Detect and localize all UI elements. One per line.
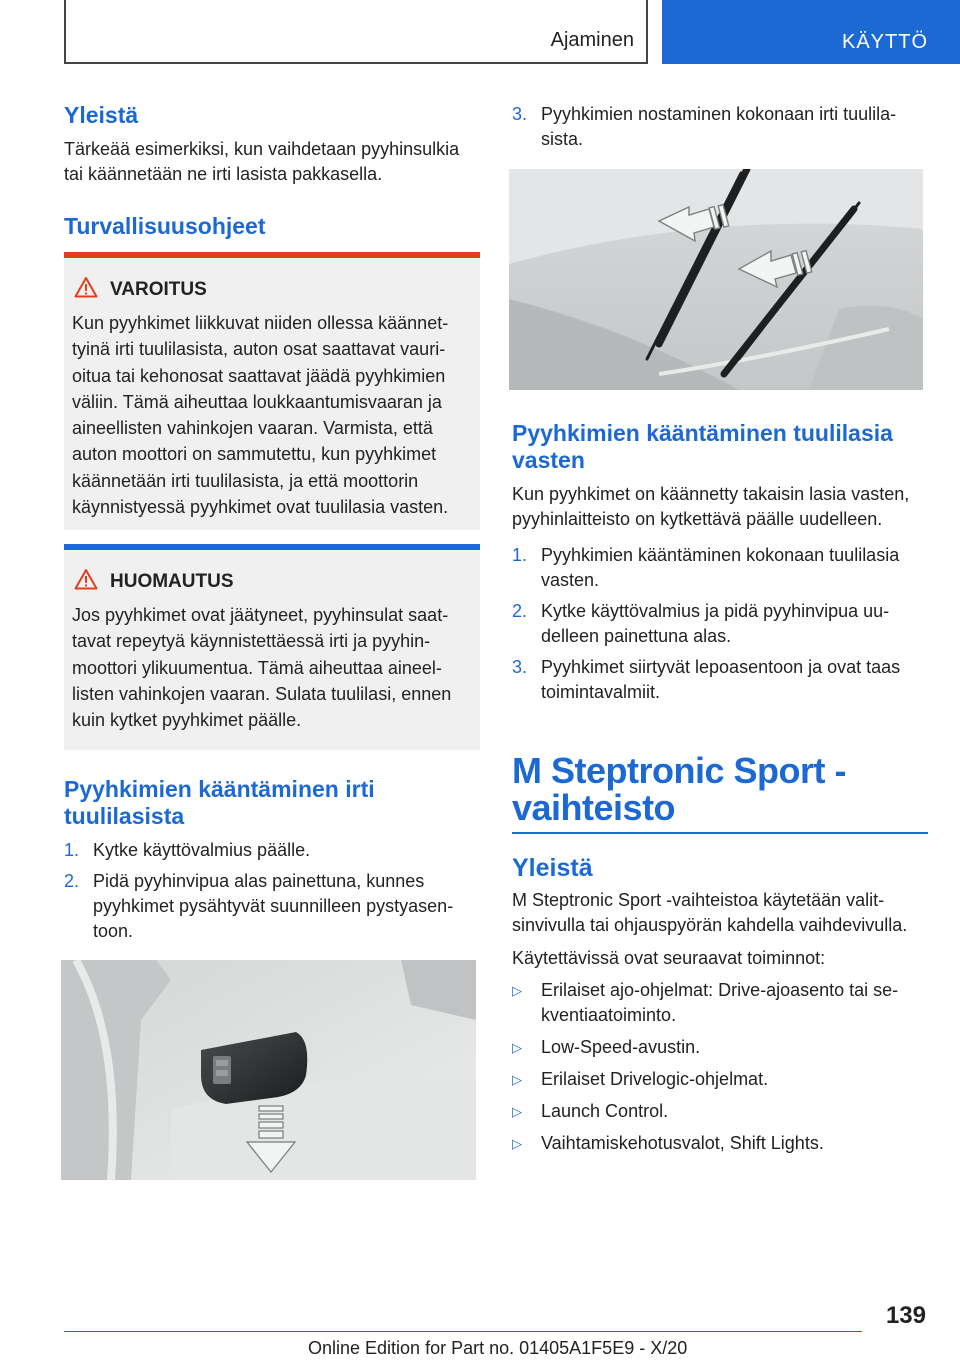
heading-general-2: Yleistä: [512, 854, 593, 882]
list-item: [512, 1099, 932, 1124]
step-number: 3.: [512, 104, 528, 124]
warning-bar: [64, 252, 480, 258]
fold-back-line: Kun pyyhkimet on käännetty takaisin lasia vasten,: [512, 484, 910, 504]
step-text: pyyhkimet pysähtyvät suunnilleen pystyasen-: [93, 896, 454, 916]
transmission-section: [512, 855, 932, 1156]
chapter-title-line: M Steptronic Sport -: [512, 750, 846, 791]
warning-line: väliin. Tämä aiheuttaa loukkaantumisvaaran ja: [72, 391, 442, 412]
header-section-title: Ajaminen: [550, 29, 634, 51]
notice-line: kuin kytket pyyhkimet päälle.: [72, 710, 302, 731]
warning-box: [64, 252, 480, 530]
list-item-text: Erilaiset Drivelogic-ohjelmat.: [541, 1069, 769, 1089]
list-item-text: Low-Speed-avustin.: [541, 1037, 701, 1057]
footer-edition: Online Edition for Part no. 01405A1F5E9 - X/20: [308, 1338, 688, 1358]
header-section-box: [64, 0, 648, 64]
general-line-2: tai käännetään ne irti lasista pakkasella.: [64, 164, 383, 184]
notice-title-row: [74, 568, 234, 596]
warning-triangle-icon: [74, 276, 98, 304]
notice-title: HUOMAUTUS: [110, 571, 234, 592]
heading-fold-away: [64, 776, 484, 830]
step-text: Pyyhkimien kääntäminen kokonaan tuulilasia: [541, 545, 900, 565]
heading-fold-back: [512, 420, 932, 474]
list-item-text: Erilaiset ajo-ohjelmat: Drive-ajoasento tai se-: [541, 980, 899, 1000]
notice-line: moottori ylikuumentua. Tämä aiheuttaa aineel-: [72, 657, 442, 678]
notice-line: Jos pyyhkimet ovat jäätyneet, pyyhinsulat saat-: [72, 605, 449, 625]
list-item: [512, 1067, 932, 1092]
fold-back-section: [512, 420, 932, 705]
fold-back-line: pyyhinlaitteisto on kytkettävä päälle uudelleen.: [512, 509, 883, 529]
step-item: [512, 543, 932, 593]
chapter-title-block: [512, 752, 928, 834]
heading-general: Yleistä: [64, 102, 139, 128]
list-item: [512, 1035, 932, 1060]
heading-fold-away-line: Pyyhkimien kääntäminen irti: [64, 776, 375, 802]
heading-fold-away-line: tuulilasista: [64, 803, 185, 829]
transmission-line: sinvivulla tai ohjauspyörän kahdella vaihdevivulla.: [512, 915, 908, 935]
header-chapter-title: KÄYTTÖ: [841, 31, 928, 53]
list-item-text: kventiaatoiminto.: [541, 1005, 677, 1025]
right-column: [512, 102, 932, 152]
warning-line: aineellisten vahinkojen vaaran. Varmista, että: [72, 418, 433, 439]
step-number: 1.: [64, 840, 80, 860]
chapter-title-line: vaihteisto: [512, 787, 676, 828]
list-item: [512, 1131, 932, 1156]
step-text: Pyyhkimien nostaminen kokonaan irti tuulila-: [541, 104, 897, 124]
list-item-text: Launch Control.: [541, 1101, 669, 1121]
page-number: 139: [885, 1302, 926, 1329]
warning-title: VAROITUS: [110, 279, 207, 300]
step-text: Kytke käyttövalmius päälle.: [93, 840, 311, 860]
bullet-triangle-icon: ▷: [512, 1104, 522, 1119]
step-item: [512, 102, 932, 152]
step-number: 1.: [512, 545, 528, 565]
notice-line: listen vahinkojen vaaran. Sulata tuulilasi, ennen: [72, 683, 452, 704]
step-number: 3.: [512, 657, 528, 677]
notice-bar: [64, 544, 480, 550]
step-text: Pidä pyyhinvipua alas painettuna, kunnes: [93, 871, 425, 891]
step-text: toon.: [93, 921, 134, 941]
step-text: vasten.: [541, 570, 600, 590]
bullet-triangle-icon: ▷: [512, 1136, 522, 1151]
available-functions-text: Käytettävissä ovat seuraavat toiminnot:: [512, 948, 826, 968]
warning-line: käännetään irti tuulilasista, ja että moottorin: [72, 470, 419, 491]
chapter-title: [512, 752, 928, 826]
step-text: sista.: [541, 129, 584, 149]
title-underline: [512, 832, 928, 834]
warning-triangle-icon: [74, 568, 98, 596]
heading-safety: Turvallisuusohjeet: [64, 213, 266, 239]
fold-away-section: [64, 776, 484, 944]
step-number: 2.: [64, 871, 80, 891]
bullet-triangle-icon: ▷: [512, 983, 522, 998]
wiper-lever-illustration: [61, 960, 476, 1180]
windshield-wipers-illustration: [509, 169, 923, 390]
list-item: [512, 978, 932, 1028]
notice-box: [64, 544, 480, 750]
step-number: 2.: [512, 601, 528, 621]
warning-line: käynnistyessä pyyhkimet ovat tuulilasia vasten.: [72, 497, 449, 518]
warning-title-row: [74, 276, 207, 304]
transmission-line: M Steptronic Sport -vaihteistoa käytetään valit-: [512, 890, 885, 910]
notice-line: tavat repeytyä käynnistettäessä irti ja pyyhin-: [72, 631, 431, 652]
step-item: [64, 838, 484, 863]
step-text: delleen painettuna alas.: [541, 626, 732, 646]
header-chapter-box: [662, 0, 960, 64]
list-item-text: Vaihtamiskehotusvalot, Shift Lights.: [541, 1133, 824, 1153]
step-text: toimintavalmiit.: [541, 682, 661, 702]
left-column: [64, 102, 484, 240]
step-text: Kytke käyttövalmius ja pidä pyyhinvipua uu-: [541, 601, 890, 621]
warning-line: Kun pyyhkimet liikkuvat niiden ollessa käännet-: [72, 313, 449, 333]
step-item: [512, 599, 932, 649]
bullet-triangle-icon: ▷: [512, 1040, 522, 1055]
warning-text: [72, 310, 472, 520]
general-line-1: Tärkeää esimerkiksi, kun vaihdetaan pyyhinsulkia: [64, 139, 460, 159]
step-item: [64, 869, 484, 944]
step-item: [512, 655, 932, 705]
footer-divider: [64, 1331, 862, 1332]
warning-line: oitua tai kehonosat saattavat jäädä pyyhkimien: [72, 365, 446, 386]
heading-fold-back-line: Pyyhkimien kääntäminen tuulilasia: [512, 420, 893, 446]
heading-fold-back-line: vasten: [512, 447, 585, 473]
warning-line: tyinä irti tuulilasista, auton osat saattavat vauri-: [72, 339, 446, 360]
notice-text: [72, 602, 472, 733]
step-text: Pyyhkimet siirtyvät lepoasentoon ja ovat taas: [541, 657, 901, 677]
bullet-triangle-icon: ▷: [512, 1072, 522, 1087]
warning-line: auton moottori on sammutettu, kun pyyhkimet: [72, 444, 437, 465]
